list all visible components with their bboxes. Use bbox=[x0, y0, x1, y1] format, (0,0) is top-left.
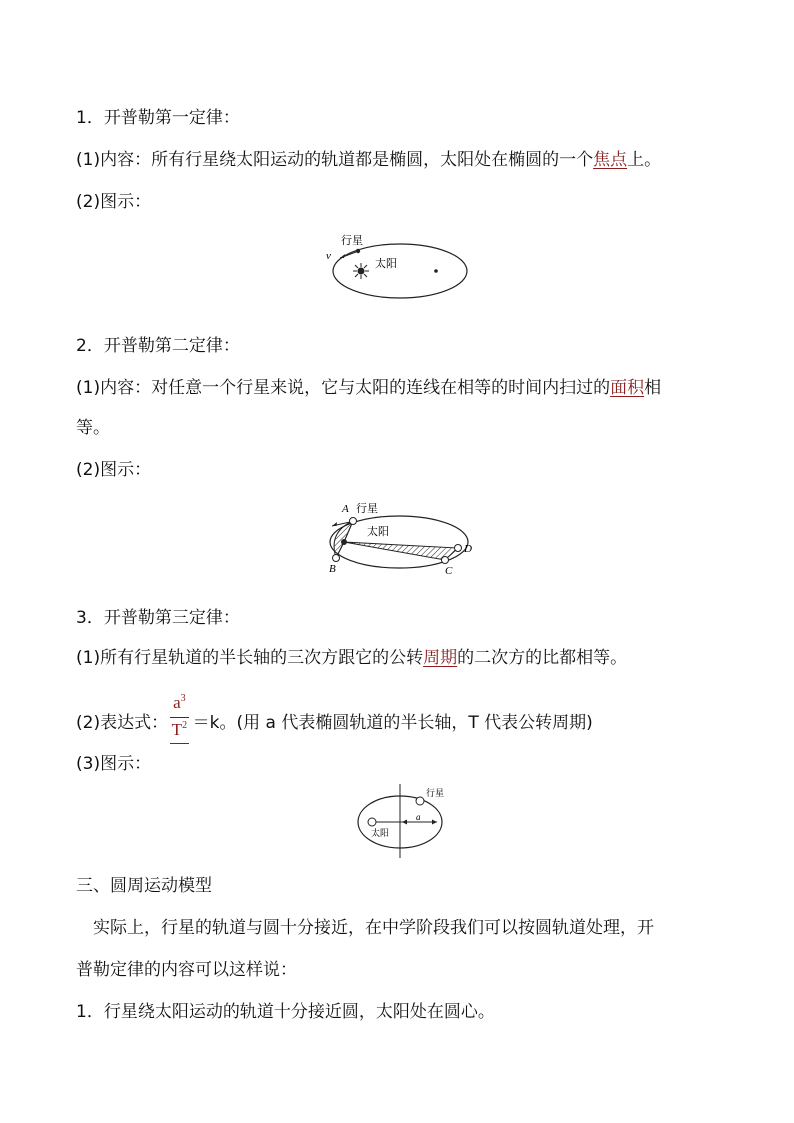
fig1-velocity-label: v bbox=[326, 250, 331, 262]
section3-para-line2: 普勒定律的内容可以这样说： bbox=[76, 960, 297, 980]
label-B: B bbox=[329, 563, 336, 575]
num-exp: 3 bbox=[180, 693, 186, 704]
law2-content-prefix: (1)内容：对任意一个行星来说，它与太阳的连线在相等的时间内扫过的 bbox=[76, 378, 611, 398]
fraction-numerator bbox=[170, 694, 189, 718]
section3-item1: 1．行星绕太阳运动的轨道十分接近圆，太阳处在圆心。 bbox=[76, 1002, 495, 1022]
fig3-sun-label: 太阳 bbox=[371, 829, 390, 839]
law1-heading: 1．开普勒第一定律： bbox=[76, 108, 240, 128]
law2-content-suffix: 相 bbox=[644, 378, 662, 398]
law2-content-line2: 等。 bbox=[76, 418, 110, 438]
kepler-fraction bbox=[170, 694, 189, 744]
fig1-planet-label: 行星 bbox=[341, 234, 363, 247]
label-A: A bbox=[342, 503, 349, 515]
planet-D bbox=[455, 545, 462, 552]
fig3-a-label: a bbox=[416, 812, 421, 822]
law3-heading: 3．开普勒第三定律： bbox=[76, 608, 240, 628]
law3-content-prefix: (1)所有行星轨道的半长轴的三次方跟它的公转 bbox=[76, 648, 424, 668]
planet-C bbox=[442, 557, 449, 564]
law2-highlight: 面积 bbox=[610, 378, 645, 398]
planet-B bbox=[333, 555, 340, 562]
planet-dot bbox=[356, 249, 360, 253]
law2-area-diagram bbox=[322, 496, 482, 580]
law2-figure-caption: (2)图示： bbox=[76, 460, 152, 480]
expr-suffix: ＝k。(用 a 代表椭圆轨道的半长轴，T 代表公转周期) bbox=[192, 713, 593, 733]
law3-content-suffix: 的二次方的比都相等。 bbox=[457, 648, 628, 668]
velocity-arrowhead bbox=[332, 522, 337, 526]
law1-figure-caption: (2)图示： bbox=[76, 192, 152, 212]
sun-icon bbox=[341, 539, 347, 545]
planet-icon bbox=[416, 797, 424, 805]
expr-prefix: (2)表达式： bbox=[76, 713, 169, 733]
fig3-planet-label: 行星 bbox=[426, 789, 445, 799]
label-D: D bbox=[464, 543, 472, 555]
axis-arrow-left bbox=[402, 820, 407, 825]
law2-heading: 2．开普勒第二定律： bbox=[76, 336, 240, 356]
fig1-sun-label: 太阳 bbox=[375, 257, 397, 270]
swept-area-CD bbox=[344, 542, 458, 560]
axis-arrow-right bbox=[432, 820, 437, 825]
fraction-denominator bbox=[170, 718, 189, 744]
law3-expression bbox=[76, 693, 593, 748]
sun-icon bbox=[368, 818, 376, 826]
law1-content-prefix: (1)内容：所有行星绕太阳运动的轨道都是椭圆，太阳处在椭圆的一个 bbox=[76, 150, 594, 170]
law3-axis-diagram bbox=[354, 782, 450, 862]
den-base: T bbox=[171, 720, 183, 739]
law3-content bbox=[76, 646, 627, 670]
fig2-sun-label: 太阳 bbox=[367, 525, 389, 538]
label-C: C bbox=[445, 565, 453, 577]
section3-heading: 三、圆周运动模型 bbox=[76, 876, 212, 896]
focus-dot bbox=[434, 269, 438, 273]
law1-content bbox=[76, 148, 661, 172]
law3-highlight: 周期 bbox=[423, 648, 458, 668]
law1-highlight: 焦点 bbox=[593, 150, 628, 170]
law1-orbit-diagram bbox=[318, 230, 478, 302]
den-exp: 2 bbox=[182, 720, 188, 731]
planet-A bbox=[350, 518, 357, 525]
num-base: a bbox=[173, 693, 181, 712]
fig2-planet-label: 行星 bbox=[356, 502, 378, 515]
law1-content-suffix: 上。 bbox=[627, 150, 662, 170]
sun-icon bbox=[353, 263, 369, 279]
law3-figure-caption: (3)图示： bbox=[76, 754, 152, 774]
section3-para-line1: 实际上，行星的轨道与圆十分接近，在中学阶段我们可以按圆轨道处理，开 bbox=[76, 918, 654, 938]
law2-content bbox=[76, 376, 661, 400]
